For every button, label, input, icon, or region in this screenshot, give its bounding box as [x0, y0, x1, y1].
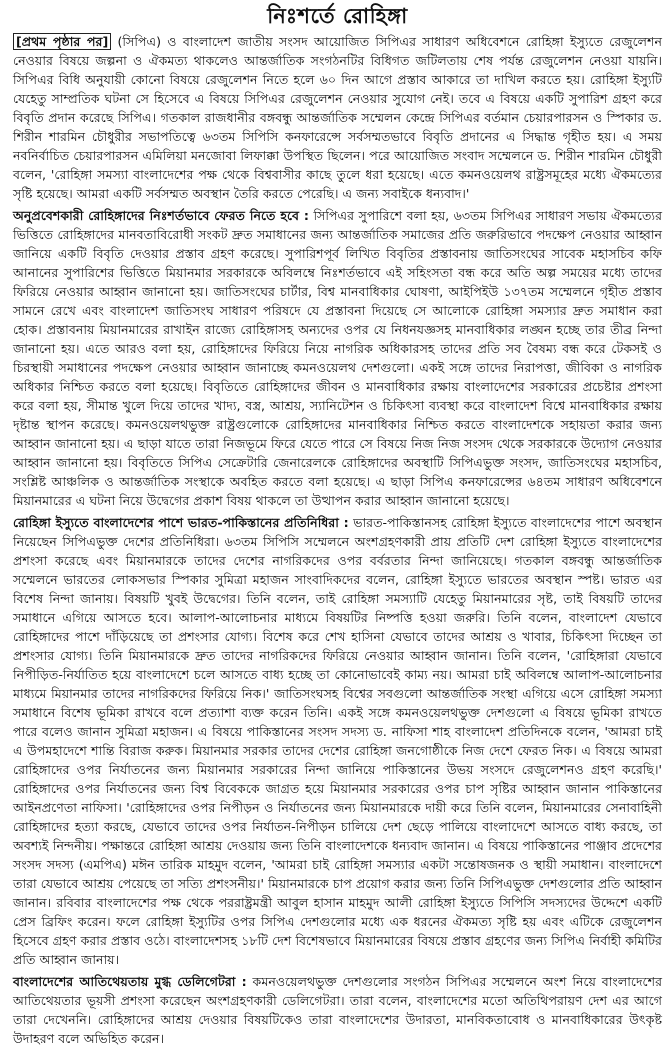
section-paragraph — [13, 513, 662, 969]
section-paragraph — [13, 206, 662, 510]
continuation-tag: [প্রথম পৃষ্ঠার পর] — [13, 33, 111, 50]
section-subheading: অনুপ্রবেশকারী রোহিঙ্গাদের নিঃশর্তভাবে ফেরত নিতে হবে : — [13, 208, 309, 223]
section-body-text: কমনওয়েলথভুক্ত দেশগুলোর সংগঠন সিপিএর সম্মেলনে অংশ নিয়ে বাংলাদেশের আতিথেয়তার ভূয়সী প্রশংসা করেছেন অংশগ্রহণকারী ডেলিগেটরা। তারা বলেন, বাংলাদেশের মতো অতিথিপরায়ণ দেশ এর আগে তারা দেখেননি। রোহিঙ্গাদের আশ্রয় দেওয়ার বিষয়টিকেও তারা বাংলাদেশের উদারতা, মানবিকতাবোধ ও মানবাধিকারের উৎকৃষ্ট উদাহরণ বলে অভিহিত করেন। — [13, 974, 662, 1046]
section-subheading: বাংলাদেশের আতিথেয়তায় মুগ্ধ ডেলিগেটরা : — [13, 974, 247, 989]
article-section-hospitality — [13, 972, 662, 1048]
article-section-india-pakistan — [13, 513, 662, 969]
section-paragraph — [13, 972, 662, 1048]
article-headline: নিঃশর্তে রোহিঙ্গা — [267, 3, 408, 28]
article-section-intro — [13, 32, 662, 203]
article-section-unconditional-return — [13, 206, 662, 510]
section-paragraph — [13, 32, 662, 203]
section-subheading: রোহিঙ্গা ইস্যুতে বাংলাদেশের পাশে ভারত-পাকিস্তানের প্রতিনিধিরা : — [13, 515, 349, 530]
section-body-text: (সিপিএ) ও বাংলাদেশ জাতীয় সংসদ আয়োজিত সিপিএর সাধারণ অধিবেশনে রোহিঙ্গা ইস্যুতে রেজুলেশন নেওয়ার বিষয়ে জল্পনা ও ঐকমত্য থাকলেও আন্তর্জাতিক সংগঠনটির বিধিগত জটিলতায় শেষ পর্যন্ত রেজুলেশন নেওয়া যায়নি। সিপিএর বিধি অনুযায়ী কোনো বিষয়ে রেজুলেশন নিতে হলে ৬০ দিন আগে প্রস্তাব আকারে তা দাখিল করতে হয়। রোহিঙ্গা ইস্যুটি যেহেতু সাম্প্রতিক ঘটনা সে হিসেবে এ বিষয়ে সিপিএর রেজুলেশন নেওয়ার সুযোগ নেই। তবে এ বিষয়ে একটি সুপারিশ গ্রহণ করে বিবৃতি প্রদান করেছে সিপিএ। গতকাল রাজধানীর বঙ্গবন্ধু আন্তর্জাতিক সম্মেলন কেন্দ্রে সিপিএর বর্তমান চেয়ারপারসন ও স্পিকার ড. শিরীন শারমিন চৌধুরীর সভাপতিত্বে ৬৩তম সিপিসি কনফারেন্সে সর্বসম্মতভাবে বিবৃতি প্রদানের এ সিদ্ধান্ত গৃহীত হয়। এ সময় নবনির্বাচিত চেয়ারপারসন এমিলিয়া মনজোবা লিফাক্কা উপস্থিত ছিলেন। পরে আয়োজিত সংবাদ সম্মেলনে ড. শিরীন শারমিন চৌধুরী বলেন, 'রোহিঙ্গা সমস্যা বাংলাদেশের পক্ষ থেকে বিশ্ববাসীর কাছে তুলে ধরা হয়েছে। এতে কমনওয়েলথ রাষ্ট্রসমূহের মধ্যে ঐকমত্যের সৃষ্টি হয়েছে। আমরা একটি সর্বসম্মত অবস্থান তৈরি করতে পেরেছি। এ জন্য সবাইকে ধন্যবাদ।' — [13, 34, 663, 201]
section-body-text: সিপিএর সুপারিশে বলা হয়, ৬৩তম সিপিএর সাধারণ সভায় ঐকমত্যের ভিত্তিতে রোহিঙ্গাদের মানবতাবিরোধী সংকট দ্রুত সমাধানের জন্য আন্তর্জাতিক সমাজের প্রতি জরুরিভাবে পদক্ষেপ নেওয়ার আহ্বান জানিয়ে একটি বিবৃতি দেওয়ার প্রস্তাব গ্রহণ করেছে। সুপারিশপূর্ব লিখিত বিবৃতির প্রস্তাবনায় জাতিসংঘের সাবেক মহাসচিব কফি আনানের সুপারিশের ভিত্তিতে মিয়ানমার সরকারকে অবিলম্বে নিঃশর্তভাবে এই সহিংসতা বন্ধ করে অতি অল্প সময়ের মধ্যে তাদের ফিরিয়ে নেওয়ার আহ্বান জানানো হয়। জাতিসংঘের চার্টার, বিশ্ব মানবাধিকার ঘোষণা, আইপিইউ ১৩৭তম সম্মেলনে গৃহীত প্রস্তাব সামনে রেখে এবং বাংলাদেশ জাতিসংঘ সাধারণ পরিষদে যে প্রস্তাবনা দিয়েছে সে আলোকে রোহিঙ্গা সমস্যার দ্রুত সমাধান করা হোক। প্রস্তাবনায় মিয়ানমারের রাখাইন রাজ্যে রোহিঙ্গাসহ অন্যদের ওপর যে নিধনযজ্ঞসহ মানবাধিকার লঙ্ঘন হচ্ছে তার তীব্র নিন্দা জানানো হয়। এতে আরও বলা হয়, রোহিঙ্গাদের ফিরিয়ে নিয়ে নাগরিক অধিকারসহ তাদের প্রতি সব বৈষম্য বন্ধ করে টেকসই ও চিরস্থায়ী সমাধানের পদক্ষেপ নেওয়ার আহ্বান জানাচ্ছে কমনওয়েলথ দেশগুলো। একই সঙ্গে তাদের নিরাপত্তা, জীবিকা ও নাগরিক অধিকার নিশ্চিত করতে বলা হয়েছে। বিবৃতিতে রোহিঙ্গাদের জীবন ও মানবাধিকার রক্ষায় বাংলাদেশের সরকারের প্রচেষ্টার প্রশংসা করে বলা হয়, সীমান্ত খুলে দিয়ে তাদের খাদ্য, বস্ত্র, আশ্রয়, স্যানিটেশন ও চিকিৎসা ব্যবস্থা করে বাংলাদেশ বিশ্বে মানবাধিকার রক্ষায় দৃষ্টান্ত স্থাপন করেছে। কমনওয়েলথভুক্ত রাষ্ট্রগুলোকে রোহিঙ্গাদের মানবাধিকার নিশ্চিত করতে বাংলাদেশকে সহায়তা করার জন্য আহ্বান জানানো হয়। এ ছাড়া যাতে তারা নিজভূমে ফিরে যেতে পারে সে বিষয়ে নিজ নিজ সংসদ থেকে সরকারকে উদ্যোগ নেওয়ার আহ্বান জানানো হয়। বিবৃতিতে সিপিএ সেক্রেটারি জেনারেলকে রোহিঙ্গাদের অবস্থাটি সিপিএভুক্ত সংসদ, জাতিসংঘের মহাসচিব, সংশ্লিষ্ট আঞ্চলিক ও আন্তর্জাতিক সংস্থাকে অবহিত করতে বলা হয়েছে। এ ছাড়া সিপিএ কনফারেন্সের ৬৪তম সাধারণ অধিবেশনে মিয়ানমারের এ ঘটনা নিয়ে উদ্বেগের প্রকাশ বিষয় থাকলে তা উত্থাপন করার আহ্বান জানানো হয়েছে। — [13, 208, 663, 508]
section-body-text: ভারত-পাকিস্তানসহ রোহিঙ্গা ইস্যুতে বাংলাদেশের পাশে অবস্থান নিয়েছেন সিপিএভুক্ত দেশের প্রতিনিধিরা। ৬৩তম সিপিসি সম্মেলনে অংশগ্রহণকারী প্রায় প্রতিটি দেশ রোহিঙ্গা ইস্যুতে বাংলাদেশের প্রশংসা করেছে এবং মিয়ানমারকে তাদের দেশের নাগরিকদের ওপর বর্বরতার নিন্দা জানিয়েছে। গতকাল বঙ্গবন্ধু আন্তর্জাতিক সম্মেলনে ভারতের লোকসভার স্পিকার সুমিত্রা মহাজন সাংবাদিকদের বলেন, রোহিঙ্গা ইস্যুতে ভারতের অবস্থান স্পষ্ট। ভারত এর বিশেষ নিন্দা জানায়। বিষয়টি খুবই উদ্বেগের। তিনি বলেন, তাই রোহিঙ্গা সমস্যাটি যেহেতু মিয়ানমারের সৃষ্ট, তাই বিষয়টি তাদের সমাধানে এগিয়ে আসতে হবে। আলাপ-আলোচনার মাধ্যমে বিষয়টির নিষ্পত্তি হওয়া জরুরি। তিনি বলেন, বাংলাদেশ যেভাবে রোহিঙ্গাদের পাশে দাঁড়িয়েছে তা প্রশংসার যোগ্য। বিশেষ করে শেখ হাসিনা যেভাবে তাদের আশ্রয় ও খাবার, চিকিৎসা দিচ্ছেন তা প্রশংসার যোগ্য। তিনি মিয়ানমারকে দ্রুত তাদের নাগরিকদের ফিরিয়ে নেওয়ার আহ্বান জানান। তিনি বলেন, 'রোহিঙ্গারা যেভাবে নিপীড়িত-নির্যাতিত হয়ে বাংলাদেশে চলে আসতে বাধ্য হচ্ছে তা কোনোভাবেই কাম্য নয়। আমরা চাই অবিলম্বে আলাপ-আলোচনার মাধ্যমে মিয়ানমার তাদের নাগরিকদের ফিরিয়ে নিক।' জাতিসংঘসহ বিশ্বের সবগুলো আন্তর্জাতিক সংস্থা এগিয়ে এসে রোহিঙ্গা সমস্যা সমাধানে বিশেষ ভূমিকা রাখবে বলে প্রত্যাশা ব্যক্ত করেন তিনি। একই সঙ্গে কমনওয়েলথভুক্ত দেশগুলো এ বিষয়ে ভূমিকা রাখতে পারে বলেও জানান সুমিত্রা মহাজন। এ বিষয়ে পাকিস্তানের সংসদ সদস্য ড. নাফিসা শাহ বাংলাদেশ প্রতিদিনকে বলেন, 'আমরা চাই এ উপমহাদেশে শান্তি বিরাজ করুক। মিয়ানমার সরকার তাদের দেশের রোহিঙ্গা জনগোষ্ঠীকে নিজ দেশে ফেরত নিক। এ বিষয়ে আমরা রোহিঙ্গাদের ওপর নির্যাতনের জন্য মিয়ানমার সরকারের নিন্দা জানিয়ে পাকিস্তানের উভয় সংসদে রেজুলেশনও গ্রহণ করেছি।' রোহিঙ্গাদের ওপর নির্যাতনের জন্য বিশ্ব বিবেককে জাগ্রত হয়ে মিয়ানমার সরকারের ওপর চাপ সৃষ্টির আহ্বান জানান পাকিস্তানের আইনপ্রণেতা নাফিসা। 'রোহিঙ্গাদের ওপর নিপীড়ন ও নির্যাতনের জন্য মিয়ানমারকে দায়ী করে তিনি বলেন, মিয়ানমারের সেনাবাহিনী রোহিঙ্গাদের হত্যা করছে, যেভাবে তাদের ওপর নির্যাতন-নিপীড়ন চালিয়ে দেশ ছেড়ে পালিয়ে বাংলাদেশে আসতে বাধ্য করছে, তা অবশ্যই নিন্দনীয়। পক্ষান্তরে রোহিঙ্গা আশ্রয় দেওয়ায় জন্য তিনি বাংলাদেশকে ধন্যবাদ জানান। এ বিষয়ে পাকিস্তানের পাঞ্জাব প্রদেশের সংসদ সদস্য (এমপিএ) মঈন তারিক মাহমুদ বলেন, 'আমরা চাই রোহিঙ্গা সমস্যার একটা সন্তোষজনক ও স্থায়ী সমাধান। বাংলাদেশে তারা যেভাবে আশ্রয় পেয়েছে তা সত্যি প্রশংসনীয়।' মিয়ানমারকে চাপ প্রয়োগ করার জন্য তিনি সিপিএভুক্ত দেশগুলোর প্রতি আহ্বান জানান। রবিবার বাংলাদেশের পক্ষ থেকে পররাষ্ট্রমন্ত্রী আবুল হাসান মাহমুদ আলী রোহিঙ্গা ইস্যুতে সিপিসি সদস্যদের উদ্দেশে একটি প্রেস ব্রিফিং করেন। ফলে রোহিঙ্গা ইস্যুটির ওপর সিপিএ দেশগুলোর মধ্যে এক ধরনের ঐকমত্য সৃষ্টি হয় এবং এটিকে রেজুলেশন হিসেবে গ্রহণ করার প্রস্তাব ওঠে। বাংলাদেশসহ ১৮টি দেশ বিশেষভাবে মিয়ানমারের বিষয়ে প্রস্তাব গ্রহণের জন্য সিপিএ নির্বাহী কমিটির প্রতি আহ্বান জানায়। — [13, 515, 663, 967]
